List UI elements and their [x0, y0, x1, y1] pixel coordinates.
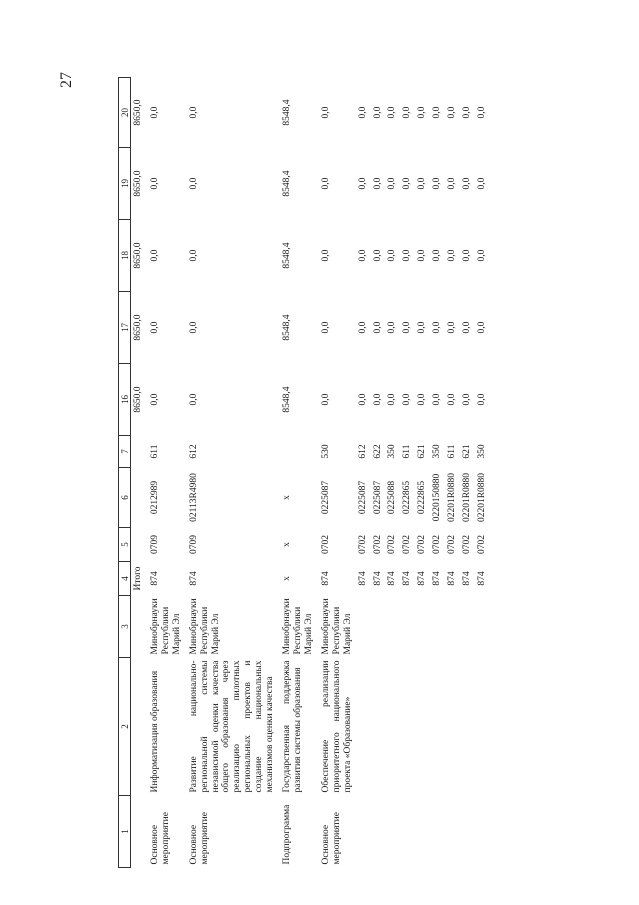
cell-c6: 0220150880 — [432, 473, 443, 522]
column-header-18: 18 — [119, 220, 131, 292]
cell-n19: 0,0 — [462, 177, 473, 190]
cell-n17: 0,0 — [387, 321, 398, 334]
cell-c3: Минобрнауки Республики Марий Эл — [320, 598, 353, 655]
cell-c5: 0702 — [357, 535, 368, 554]
cell-c1 — [371, 796, 386, 868]
cell-c5: 0702 — [417, 535, 428, 554]
cell-c1 — [445, 796, 460, 868]
cell-c3 — [415, 596, 430, 658]
table-row — [146, 78, 185, 868]
cell-c2 — [445, 658, 460, 796]
cell-n18: 0,0 — [320, 249, 331, 262]
cell-c1 — [460, 796, 475, 868]
cell-n17: 0,0 — [462, 321, 473, 334]
cell-c6: 02201R0880 — [476, 472, 487, 523]
cell-c4: 874 — [372, 571, 383, 586]
cell-c3 — [385, 596, 400, 658]
cell-c5: x — [282, 542, 293, 547]
cell-c7: 350 — [476, 444, 487, 459]
table-row — [460, 78, 475, 868]
cell-c7: 621 — [462, 444, 473, 459]
page-number: 27 — [58, 72, 75, 88]
cell-n20: 0,0 — [462, 106, 473, 119]
cell-n17: 0,0 — [357, 321, 368, 334]
column-header-5: 5 — [119, 528, 131, 562]
cell-c2: Обеспечение реализации приоритетного национального проекта «Образование» — [320, 660, 353, 793]
cell-n20: 0,0 — [432, 106, 443, 119]
cell-n17: 0,0 — [447, 321, 458, 334]
cell-c7: 622 — [372, 444, 383, 459]
table-row — [371, 78, 386, 868]
column-header-20: 20 — [119, 78, 131, 148]
column-header-4: 4 — [119, 562, 131, 596]
table-row — [445, 78, 460, 868]
cell-c3 — [356, 596, 371, 658]
cell-c6: 02113R4980 — [188, 473, 199, 522]
cell-c1 — [430, 796, 445, 868]
cell-n17: 8650,0 — [133, 314, 143, 341]
cell-c7: 612 — [357, 444, 368, 459]
cell-n16: 0,0 — [357, 393, 368, 406]
cell-n17: 0,0 — [417, 321, 428, 334]
cell-n20: 0,0 — [387, 106, 398, 119]
cell-c1: Основное мероприятие — [149, 812, 171, 865]
cell-c7: 530 — [320, 444, 331, 459]
cell-c7 — [131, 436, 146, 468]
cell-c7 — [278, 436, 317, 468]
table-row — [131, 78, 146, 868]
cell-c6: 0225087 — [357, 480, 368, 515]
table-row — [415, 78, 430, 868]
cell-c6: 0222865 — [402, 480, 413, 515]
cell-n20: 0,0 — [402, 106, 413, 119]
cell-c6 — [131, 468, 146, 528]
cell-c1 — [385, 796, 400, 868]
cell-n16: 0,0 — [320, 393, 331, 406]
cell-n20: 0,0 — [149, 106, 160, 119]
cell-n16: 0,0 — [447, 393, 458, 406]
cell-c7: 611 — [402, 444, 413, 459]
cell-n17: 0,0 — [476, 321, 487, 334]
cell-n17: 0,0 — [188, 321, 199, 334]
cell-c2 — [460, 658, 475, 796]
cell-c6: 02201R0880 — [462, 472, 473, 523]
cell-c4: Итого — [133, 566, 143, 591]
table-row — [475, 78, 490, 868]
cell-n18: 0,0 — [357, 249, 368, 262]
table-row — [430, 78, 445, 868]
cell-n18: 0,0 — [432, 249, 443, 262]
cell-c6: 0225087 — [372, 480, 383, 515]
cell-c6: x — [282, 495, 293, 500]
table-row — [185, 78, 278, 868]
cell-c6: 0225087 — [320, 480, 331, 515]
cell-n16: 0,0 — [417, 393, 428, 406]
cell-n17: 0,0 — [149, 321, 160, 334]
rotated-page-content — [118, 78, 628, 868]
cell-c3 — [131, 596, 146, 658]
table-row — [385, 78, 400, 868]
cell-c7: 621 — [417, 444, 428, 459]
cell-n19: 0,0 — [387, 177, 398, 190]
cell-c1 — [415, 796, 430, 868]
cell-c7: 611 — [149, 444, 160, 459]
cell-n19: 0,0 — [432, 177, 443, 190]
column-header-2: 2 — [119, 658, 131, 796]
cell-n20: 0,0 — [372, 106, 383, 119]
cell-c4: 874 — [188, 571, 199, 586]
cell-c5: 0702 — [372, 535, 383, 554]
cell-c2 — [430, 658, 445, 796]
cell-n17: 0,0 — [402, 321, 413, 334]
cell-n20: 8650,0 — [133, 99, 143, 126]
cell-n18: 8650,0 — [133, 242, 143, 269]
cell-c5: 0709 — [188, 535, 199, 554]
table-row — [317, 78, 356, 868]
cell-n20: 0,0 — [447, 106, 458, 119]
cell-n18: 0,0 — [149, 249, 160, 262]
cell-c7: 350 — [432, 444, 443, 459]
cell-c2 — [475, 658, 490, 796]
cell-c4: 874 — [320, 571, 331, 586]
cell-c4: 874 — [357, 571, 368, 586]
cell-c7: 350 — [387, 444, 398, 459]
cell-c1: Основное мероприятие — [188, 812, 210, 865]
column-header-17: 17 — [119, 292, 131, 364]
cell-c2: Государственная поддержка развития системы образования — [282, 660, 303, 793]
cell-n18: 0,0 — [476, 249, 487, 262]
cell-n18: 0,0 — [372, 249, 383, 262]
cell-c1: Основное мероприятие — [320, 812, 342, 865]
cell-n20: 8548,4 — [282, 99, 293, 126]
cell-c1 — [356, 796, 371, 868]
cell-n20: 0,0 — [417, 106, 428, 119]
cell-n16: 0,0 — [432, 393, 443, 406]
cell-c2: Развитие национально-региональной системы независимой оценки качества общего образования через реализацию пилотных региональных проектов и создание национальных механизмов оценки качества — [188, 660, 276, 793]
cell-n16: 0,0 — [402, 393, 413, 406]
column-header-7: 7 — [119, 436, 131, 468]
cell-n18: 0,0 — [188, 249, 199, 262]
cell-c2 — [371, 658, 386, 796]
cell-n18: 0,0 — [387, 249, 398, 262]
table-header — [119, 78, 131, 868]
cell-n16: 0,0 — [188, 393, 199, 406]
table-body — [131, 78, 490, 868]
cell-c5: 0702 — [447, 535, 458, 554]
column-header-16: 16 — [119, 364, 131, 436]
cell-n19: 0,0 — [476, 177, 487, 190]
cell-n16: 0,0 — [387, 393, 398, 406]
cell-c5: 0702 — [432, 535, 443, 554]
cell-c2 — [131, 658, 146, 796]
cell-n19: 0,0 — [149, 177, 160, 190]
cell-c6: 0222865 — [417, 480, 428, 515]
cell-c5: 0702 — [476, 535, 487, 554]
cell-n20: 0,0 — [357, 106, 368, 119]
cell-c5: 0702 — [387, 535, 398, 554]
cell-n19: 0,0 — [402, 177, 413, 190]
column-header-6: 6 — [119, 468, 131, 528]
cell-n19: 8650,0 — [133, 170, 143, 197]
cell-c2 — [400, 658, 415, 796]
cell-n19: 0,0 — [447, 177, 458, 190]
cell-n16: 8548,4 — [282, 386, 293, 413]
table-row — [356, 78, 371, 868]
cell-c4: 874 — [387, 571, 398, 586]
cell-n18: 8548,4 — [282, 242, 293, 269]
budget-table — [118, 77, 490, 868]
cell-c3 — [475, 596, 490, 658]
cell-c2: Информатизация образования — [149, 670, 160, 793]
cell-n18: 0,0 — [402, 249, 413, 262]
cell-c4: 874 — [149, 571, 160, 586]
cell-c4: 874 — [462, 571, 473, 586]
cell-n18: 0,0 — [417, 249, 428, 262]
cell-c4: 874 — [402, 571, 413, 586]
cell-c6: 02201R0880 — [447, 472, 458, 523]
cell-n18: 0,0 — [462, 249, 473, 262]
cell-c5: 0702 — [462, 535, 473, 554]
table-row — [400, 78, 415, 868]
cell-c3 — [445, 596, 460, 658]
cell-n20: 0,0 — [320, 106, 331, 119]
cell-c2 — [385, 658, 400, 796]
cell-c3: Минобрнауки Республики Марий Эл — [188, 598, 221, 655]
cell-n16: 0,0 — [149, 393, 160, 406]
cell-c6: 0212989 — [149, 480, 160, 515]
cell-n19: 0,0 — [320, 177, 331, 190]
cell-c4: x — [282, 576, 293, 581]
cell-c1 — [475, 796, 490, 868]
cell-c4: 874 — [417, 571, 428, 586]
cell-c5 — [131, 528, 146, 562]
cell-c5: 0709 — [149, 535, 160, 554]
cell-c1: Подпрограмма — [282, 804, 293, 865]
cell-n20: 0,0 — [188, 106, 199, 119]
cell-c3 — [460, 596, 475, 658]
column-header-19: 19 — [119, 148, 131, 220]
cell-c5: 0702 — [320, 535, 331, 554]
cell-n19: 0,0 — [357, 177, 368, 190]
cell-n20: 0,0 — [476, 106, 487, 119]
cell-n17: 8548,4 — [282, 314, 293, 341]
cell-c3: Минобрнауки Республики Марий Эл — [149, 598, 182, 655]
cell-c1 — [131, 796, 146, 868]
cell-c7: 611 — [447, 444, 458, 459]
cell-c7: 612 — [188, 444, 199, 459]
cell-n19: 0,0 — [372, 177, 383, 190]
column-header-1: 1 — [119, 796, 131, 868]
cell-c3: Минобрнауки Республики Марий Эл — [282, 598, 314, 655]
table-row — [278, 78, 317, 868]
cell-c3 — [371, 596, 386, 658]
column-header-3: 3 — [119, 596, 131, 658]
cell-n19: 0,0 — [417, 177, 428, 190]
cell-n19: 8548,4 — [282, 170, 293, 197]
cell-n16: 0,0 — [462, 393, 473, 406]
cell-n19: 0,0 — [188, 177, 199, 190]
cell-c1 — [400, 796, 415, 868]
cell-c3 — [430, 596, 445, 658]
cell-c4: 874 — [447, 571, 458, 586]
cell-n16: 0,0 — [372, 393, 383, 406]
cell-n18: 0,0 — [447, 249, 458, 262]
cell-n16: 0,0 — [476, 393, 487, 406]
cell-c2 — [415, 658, 430, 796]
cell-c3 — [400, 596, 415, 658]
cell-n17: 0,0 — [320, 321, 331, 334]
cell-n16: 8650,0 — [133, 386, 143, 413]
cell-c4: 874 — [476, 571, 487, 586]
cell-c2 — [356, 658, 371, 796]
cell-c4: 874 — [432, 571, 443, 586]
cell-n17: 0,0 — [372, 321, 383, 334]
cell-c5: 0702 — [402, 535, 413, 554]
cell-c6: 0225088 — [387, 480, 398, 515]
cell-n17: 0,0 — [432, 321, 443, 334]
